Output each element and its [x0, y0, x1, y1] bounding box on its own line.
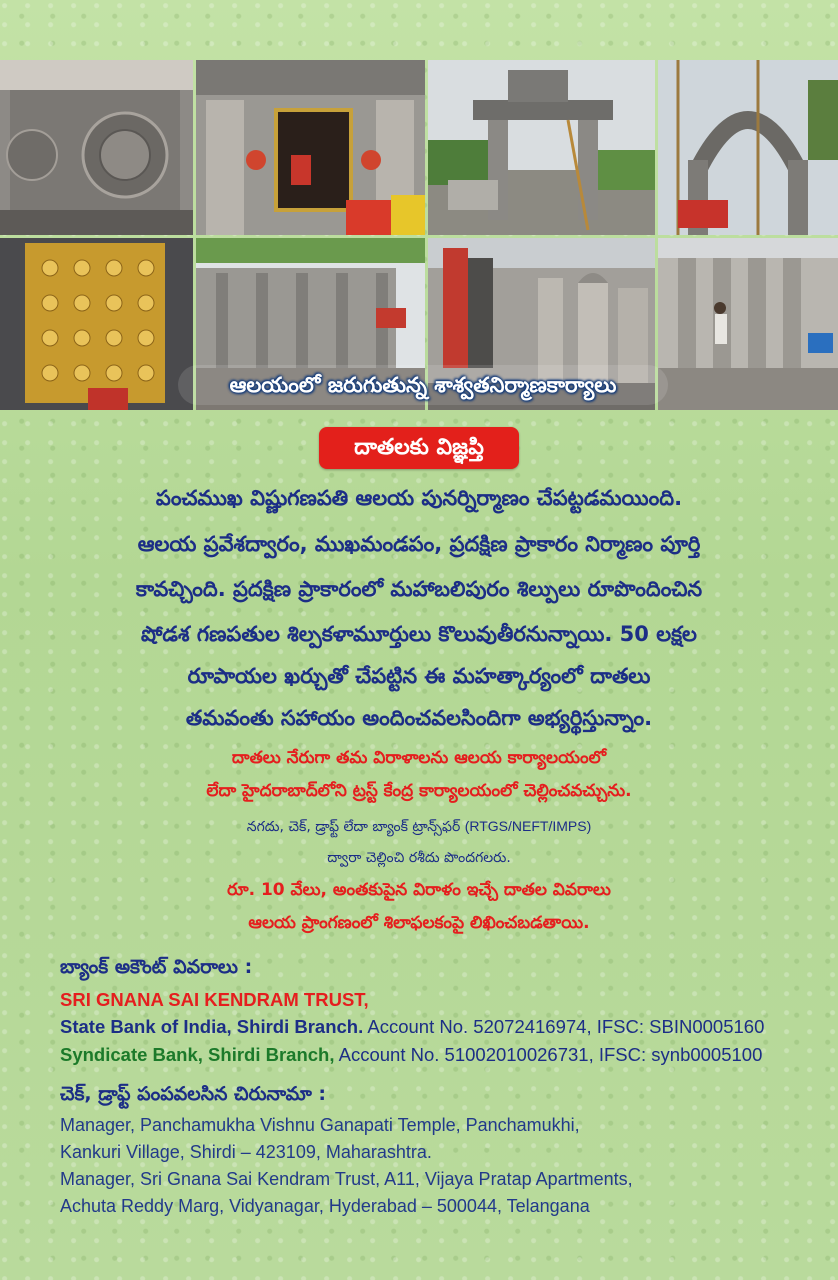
payment-modes-line — [0, 818, 838, 838]
payment-modes-text: (RTGS/NEFT/IMPS) — [464, 818, 592, 834]
address-line-3: Manager, Sri Gnana Sai Kendram Trust, A11, Vijaya Pratap Apartments, — [60, 1169, 633, 1189]
carved-lotus-wall-photo — [0, 60, 193, 235]
sbi-bank-name: State Bank of India, Shirdi Branch. — [60, 1016, 364, 1037]
syndicate-account-line — [60, 1044, 762, 1066]
appeal-line-4: షోడశ గణపతుల శిల్పకళామూర్తులు కొలువుతీరనున్నాయి. 50 లక్షల — [141, 622, 697, 646]
appeal-line-2: ఆలయ ప్రవేశద్వారం, ముఖమండపం, ప్రదక్షిణ ప్రాకారం నిర్మాణం పూర్తి — [137, 532, 701, 556]
address-heading: చెక్, డ్రాఫ్ట్ పంపవలసిన చిరునామా : — [60, 1083, 326, 1105]
appeal-line-1: పంచముఖ విష్ణుగణపతి ఆలయ పునర్నిర్మాణం చేపట్టడమయింది. — [155, 486, 683, 510]
bank-details-heading: బ్యాంక్ అకౌంట్ వివరాలు : — [60, 956, 253, 978]
temple-photo-grid — [0, 60, 838, 410]
payment-line-1-text: నగదు, చెక్, డ్రాఫ్ట్ లేదా బ్యాంక్ ట్రాన్స్‌ఫర్ — [246, 819, 461, 835]
address-line-2: Kankuri Village, Shirdi – 423109, Maharashtra. — [60, 1142, 432, 1162]
workers-stone-pillars-photo — [658, 238, 838, 410]
arch-scaffolding-photo — [658, 60, 838, 235]
construction-works-caption: ఆలయంలో జరుగుతున్న శాశ్వతనిర్మాణకార్యాలు — [178, 365, 668, 405]
golden-door-photo — [0, 238, 193, 410]
plaque-line-2: ఆలయ ప్రాంగణంలో శిలాఫలకంపై లిఖించబడతాయి. — [248, 913, 590, 933]
sbi-account-line — [60, 1016, 764, 1038]
payment-receipt-line: ద్వారా చెల్లించి రశీదు పొందగలరు. — [327, 850, 511, 866]
syndicate-bank-name: Syndicate Bank, Shirdi Branch, — [60, 1044, 335, 1065]
address-line-1: Manager, Panchamukha Vishnu Ganapati Temple, Panchamukhi, — [60, 1115, 580, 1135]
address-line-4: Achuta Reddy Marg, Vidyanagar, Hyderabad – 500044, Telangana — [60, 1196, 590, 1216]
appeal-line-3: కావచ్చింది. ప్రదక్షిణ ప్రాకారంలో మహాబలిపురం శిల్పులు రూపొందించిన — [135, 577, 703, 601]
trust-name-text: SRI GNANA SAI KENDRAM TRUST, — [60, 989, 369, 1010]
plaque-line-1: రూ. 10 వేలు, అంతకుపైన విరాళం ఇచ్చే దాతల వివరాలు — [227, 880, 611, 900]
donor-appeal-title: దాతలకు విజ్ఞప్తి — [319, 427, 519, 469]
donation-direct-line-1: దాతలు నేరుగా తమ విరాళాలను ఆలయ కార్యాలయంలో — [231, 748, 607, 768]
appeal-line-6: తమవంతు సహాయం అందించవలసిందిగా అభ్యర్థిస్తున్నాం. — [185, 706, 653, 730]
trust-name — [60, 989, 369, 1011]
donation-direct-line-2: లేదా హైదరాబాద్‌లోని ట్రస్ట్ కేంద్ర కార్యాలయంలో చెల్లించవచ్చును. — [206, 781, 632, 801]
appeal-line-5: రూపాయల ఖర్చుతో చేపట్టిన ఈ మహత్కార్యంలో దాతలు — [187, 664, 651, 688]
syndicate-account-details: Account No. 51002010026731, IFSC: synb0005100 — [334, 1044, 763, 1065]
sbi-account-details: Account No. 52072416974, IFSC: SBIN0005160 — [363, 1016, 765, 1037]
gateway-tower-construction-photo — [428, 60, 655, 235]
shrine-entrance-photo — [196, 60, 425, 235]
